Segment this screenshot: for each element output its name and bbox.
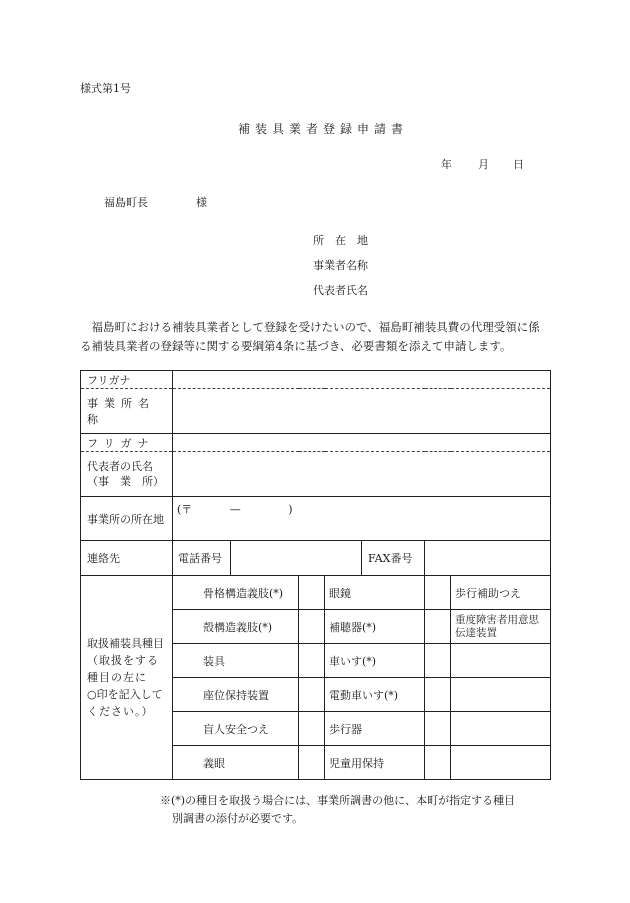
- office-name-label: 事業所名称: [81, 389, 173, 434]
- page-title: 補装具業者登録申請書: [238, 122, 409, 136]
- item-blank-4: [451, 678, 551, 712]
- mark-cell-5-3[interactable]: [425, 712, 451, 746]
- furigana-label: [81, 371, 173, 389]
- fax-label: FAX番号: [362, 541, 425, 575]
- item-electric-wheelchair: 電動車いす(*): [325, 678, 425, 712]
- postal-mark: (〒: [177, 503, 193, 516]
- furigana-rep-field[interactable]: [173, 434, 551, 452]
- representative-field[interactable]: [173, 452, 551, 497]
- mark-cell-2-2[interactable]: [299, 610, 325, 644]
- item-child-support: 児童用保持: [325, 746, 425, 780]
- category-label-cell: [81, 576, 173, 780]
- addressee-name: 福島町長: [104, 196, 148, 209]
- date-month: 月: [478, 158, 489, 171]
- item-walking-cane: 歩行補助つえ: [451, 576, 551, 610]
- location-field[interactable]: [173, 497, 551, 541]
- phone-field[interactable]: [231, 541, 362, 575]
- furigana-text: [87, 372, 168, 388]
- item-white-cane: 盲人安全つえ: [173, 712, 299, 746]
- date-day: 日: [513, 158, 524, 171]
- postal-dash: —: [229, 503, 241, 516]
- furigana-label-2: フリガナ: [81, 434, 173, 452]
- category-note-1: （取扱をする: [87, 654, 159, 667]
- fax-field[interactable]: [425, 541, 550, 575]
- form-number: 様式第1号: [80, 82, 131, 95]
- mark-cell-2-3[interactable]: [425, 610, 451, 644]
- office-name-field[interactable]: [173, 389, 551, 434]
- mark-cell-6-2[interactable]: [299, 746, 325, 780]
- statement-line-2: る補装具業者の登録等に関する要綱第4条に基づき、必要書類を添えて申請します。: [80, 339, 512, 353]
- rep-label: [81, 452, 173, 497]
- item-blank-3: [451, 644, 551, 678]
- location-label: 事業所の所在地: [81, 497, 173, 541]
- contact-fields: [173, 541, 551, 576]
- application-statement: [80, 318, 555, 356]
- category-note-3: ○印を記入して: [87, 688, 163, 701]
- rep-label-line-2: （事 業 所）: [87, 475, 164, 488]
- item-communication-device: 重度障害者用意思伝達装置: [451, 610, 551, 644]
- item-eyeglasses: 眼鏡: [325, 576, 425, 610]
- postal-close: ): [288, 503, 293, 516]
- item-blank-6: [451, 746, 551, 780]
- business-name-label: 事業者名称: [313, 259, 368, 272]
- category-label: 取扱補装具種目: [87, 637, 164, 650]
- statement-line-1: 福島町における補装具業者として登録を受けたいので、福島町補装具費の代理受領に係: [91, 320, 540, 334]
- rep-label-line-1: 代表者の氏名: [87, 460, 153, 473]
- mark-cell-3-2[interactable]: [299, 644, 325, 678]
- contact-label-text: 連絡先: [87, 552, 120, 565]
- row-location: [81, 497, 551, 541]
- item-artificial-eye: 義眼: [173, 746, 299, 780]
- item-shell-prosthesis: 殻構造義肢(*): [173, 610, 299, 644]
- mark-cell-1-2[interactable]: [299, 576, 325, 610]
- row-contact: [81, 541, 551, 576]
- item-hearing-aid: 補聴器(*): [325, 610, 425, 644]
- item-orthosis: 装具: [173, 644, 299, 678]
- address-label: 所 在 地: [313, 234, 368, 247]
- item-walker: 歩行器: [325, 712, 425, 746]
- registration-form-table: [80, 370, 551, 780]
- mark-cell-3-3[interactable]: [425, 644, 451, 678]
- category-note-4: ください。）: [87, 705, 154, 718]
- item-wheelchair: 車いす(*): [325, 644, 425, 678]
- row-representative: [81, 452, 551, 497]
- phone-label: 電話番号: [173, 541, 231, 575]
- mark-cell-4-3[interactable]: [425, 678, 451, 712]
- addressee-honorific: 様: [196, 196, 207, 209]
- row-furigana-office: [81, 371, 551, 389]
- item-skeletal-prosthesis: 骨格構造義肢(*): [173, 576, 299, 610]
- contact-label: [81, 541, 173, 576]
- furigana-label-text: フリガナ: [87, 373, 131, 387]
- contact-row: [173, 541, 550, 575]
- footnote-line-1: ※(*)の種目を取扱う場合には、事業所調書の他に、本町が指定する種目: [160, 794, 516, 807]
- mark-cell-1-3[interactable]: [425, 576, 451, 610]
- representative-label: 代表者氏名: [313, 284, 368, 297]
- mark-cell-4-2[interactable]: [299, 678, 325, 712]
- mark-cell-6-3[interactable]: [425, 746, 451, 780]
- item-blank-5: [451, 712, 551, 746]
- category-note-2: 種目の左に: [87, 671, 147, 684]
- mark-cell-5-2[interactable]: [299, 712, 325, 746]
- row-furigana-rep: [81, 434, 551, 452]
- footnote-line-2: 別調書の添付が必要です。: [172, 812, 304, 825]
- category-row-1: [81, 576, 551, 610]
- date-year: 年: [441, 158, 452, 171]
- item-seating-device: 座位保持装置: [173, 678, 299, 712]
- row-office-name: [81, 389, 551, 434]
- furigana-office-field[interactable]: [173, 371, 551, 389]
